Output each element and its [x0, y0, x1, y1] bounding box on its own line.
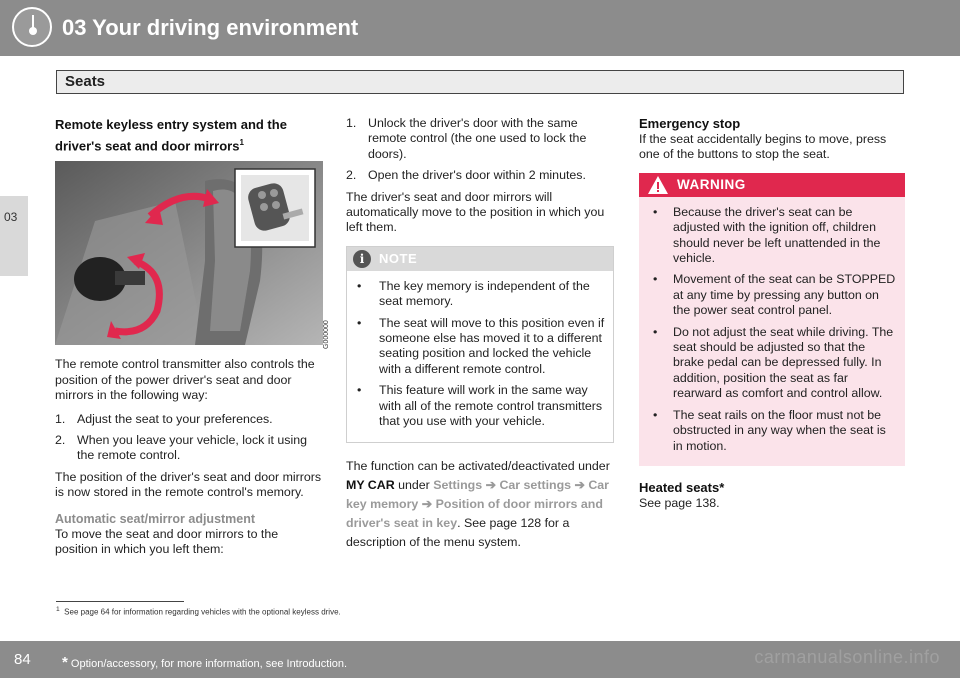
- recall-steps: [346, 116, 614, 184]
- footnote-rule: [56, 601, 184, 602]
- list-item: 2. When you leave your vehicle, lock it using the remote control.: [55, 432, 308, 463]
- page-footer: [0, 641, 960, 678]
- list-item: • The seat rails on the floor must not be obstructed in any way when the seat is in motion.: [653, 407, 886, 453]
- heated-seats-text: See page 138.: [639, 495, 720, 510]
- info-icon: i: [353, 250, 371, 268]
- warning-triangle-icon: [647, 175, 669, 195]
- list-item: • The key memory is independent of the seat memory.: [357, 278, 590, 309]
- chapter-tab: [0, 196, 28, 276]
- list-item: • The seat will move to this position even if someone else has moved it to a different seating position and locked the vehicle with a different remote control.: [357, 315, 605, 376]
- column-3: [639, 116, 905, 511]
- seat-mirror-illustration: [55, 161, 323, 345]
- note-list: [347, 271, 613, 442]
- list-item: • Because the driver's seat can be adjusted with the ignition off, children should never be left unattended in the vehicle.: [653, 204, 881, 266]
- watermark: carmanualsonline.info: [754, 647, 940, 667]
- footnote: $^1$ See page 64 for information regarding vehicles with the optional keyless drive.: [56, 606, 341, 617]
- auto-adjust-heading: Automatic seat/mirror adjustment: [55, 511, 256, 526]
- auto-move-text: The driver's seat and door mirrors will automatically move to the position in which you left them.: [346, 189, 605, 235]
- note-box: [346, 246, 614, 443]
- heated-seats-heading: Heated seats*: [639, 479, 725, 495]
- note-label: NOTE: [379, 250, 418, 266]
- emergency-stop-heading: Emergency stop: [639, 116, 741, 131]
- keyless-heading: Remote keyless entry system and the driver's seat and door mirrors$^1$: [55, 117, 287, 154]
- intro-text: The remote control transmitter also controls the position of the power driver's seat and door mirrors in the following way:: [55, 357, 315, 403]
- warning-box: [639, 173, 905, 466]
- column-2: [346, 116, 614, 552]
- auto-adjust-text: To move the seat and door mirrors to the position in which you left them:: [55, 526, 279, 556]
- list-item: 1. Unlock the driver's door with the same remote control (the one used to lock the doors).: [346, 116, 587, 161]
- footer-note: * Option/accessory, for more information, see Introduction.: [62, 654, 348, 671]
- chapter-tab-label: 03: [4, 210, 18, 224]
- list-item: • This feature will work in the same way with all of the remote control transmitters that you use with your vehicle.: [357, 383, 603, 429]
- store-steps: [55, 412, 323, 464]
- warning-list: [639, 197, 905, 466]
- figure-code: G000000: [323, 320, 330, 350]
- section-title: Seats: [65, 73, 106, 90]
- stored-text: The position of the driver's seat and door mirrors is now stored in the remote control's memory.: [55, 469, 322, 500]
- list-item: • Movement of the seat can be STOPPED at any time by pressing any button on the power seat control panel.: [653, 272, 896, 318]
- page-number: 84: [14, 651, 31, 668]
- emergency-stop-text: If the seat accidentally begins to move, press one of the buttons to stop the seat.: [639, 132, 887, 162]
- page-header: [0, 0, 960, 56]
- warning-label: WARNING: [677, 176, 746, 192]
- list-item: 1. Adjust the seat to your preferences.: [55, 411, 273, 426]
- list-item: • Do not adjust the seat while driving. The seat should be adjusted so that the brake pedal can be depressed fully. In addition, position the seat as far rearward as comfort and control allow.: [653, 324, 894, 401]
- warning-header: [639, 173, 905, 197]
- speedometer-icon: [12, 7, 52, 47]
- section-bar: [56, 70, 904, 94]
- note-header: [347, 247, 613, 271]
- list-item: 2. Open the driver's door within 2 minutes.: [346, 168, 586, 183]
- seat-mirror-figure: [55, 161, 330, 350]
- chapter-title: 03 Your driving environment: [62, 15, 359, 40]
- menu-path-text: The function can be activated/deactivated under MY CAR under Settings ➔ Car settings ➔ Car key memory ➔ Position of door mirrors and driver's seat in key. See page 128 for a description of the menu system.: [346, 458, 610, 549]
- column-1: [55, 116, 330, 557]
